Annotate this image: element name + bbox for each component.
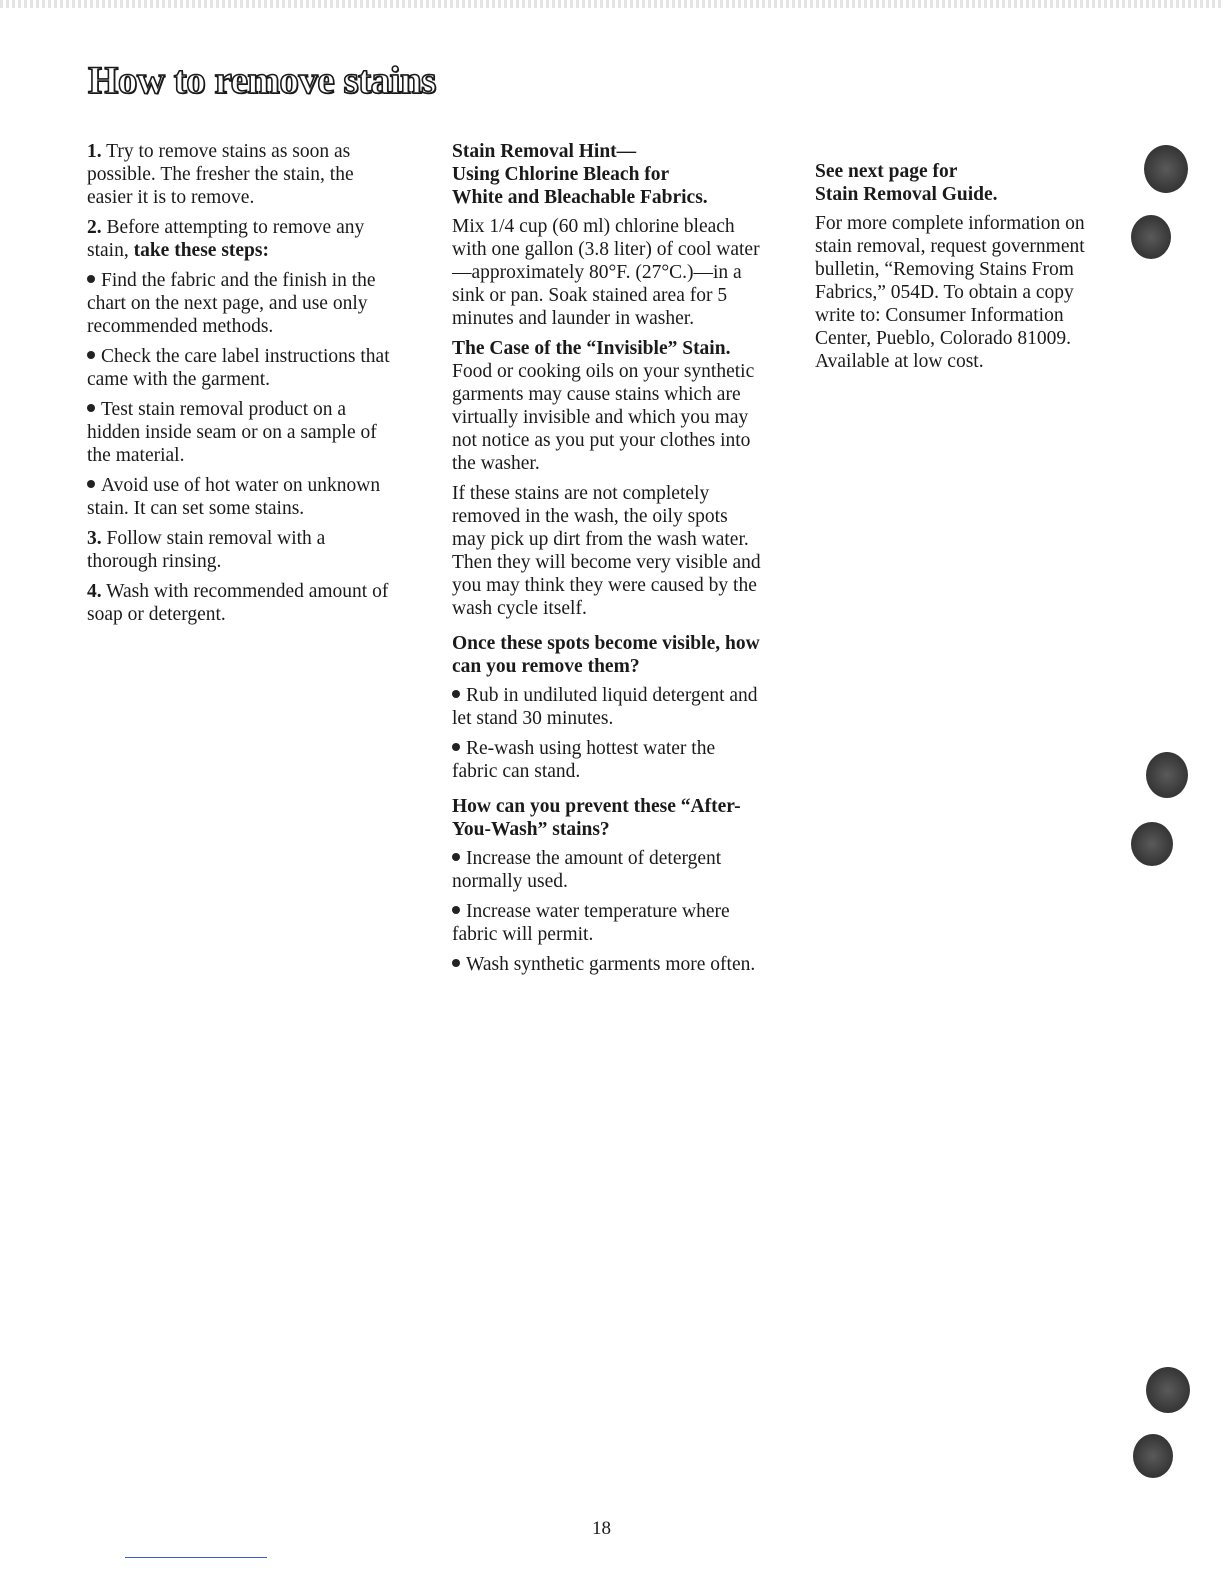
once-heading: Once these spots become visible, how can you remove them? [452,633,760,677]
bullet-icon [452,959,460,967]
binder-hole-icon [1146,752,1188,798]
hint-text: Mix 1/4 cup (60 ml) chlorine bleach with one gallon (3.8 liter) of cool water—approximately 80°F. (27°C.)—in a sink or pan. Soak stained area for 5 minutes and launder in washer. [452,216,760,329]
bullet-icon [87,275,95,283]
bullet-icon [87,404,95,412]
binder-hole-icon [1131,822,1173,866]
list-item: Wash synthetic garments more often. [452,953,762,976]
column-middle [452,140,762,983]
bullet-icon [87,351,95,359]
case-text-2: If these stains are not completely removed in the wash, the oily spots may pick up dirt from the wash water. Then they will become very visible and you may think they were caused by the wash cycle itself. [452,483,761,619]
footer-rule [125,1557,267,1558]
page-title: How to remove stains [88,59,436,102]
list-item: Rub in undiluted liquid detergent and let stand 30 minutes. [452,685,758,729]
column-right [815,160,1115,380]
binder-hole-icon [1131,215,1171,259]
list-item: Check the care label instructions that came with the garment. [87,346,390,390]
step-1: 1. Try to remove stains as soon as possible. The fresher the stain, the easier it is to remove. [87,141,354,208]
bullet-icon [452,853,460,861]
column-left [87,140,397,633]
bullet-icon [87,480,95,488]
guide-text: For more complete information on stain removal, request government bulletin, “Removing Stains From Fabrics,” 054D. To obtain a copy write to: Consumer Information Center, Pueblo, Colorado 81009. Available at low cost. [815,213,1085,372]
list-item: Re-wash using hottest water the fabric can stand. [452,738,716,782]
step-2: 2. Before attempting to remove any stain, take these steps: [87,217,365,261]
prevent-heading: How can you prevent these “After-You-Wash” stains? [452,796,741,840]
case-heading: The Case of the “Invisible” Stain. [452,338,731,359]
case-text: Food or cooking oils on your synthetic garments may cause stains which are virtually invisible and which you may not notice as you put your clothes into the washer. [452,361,755,474]
step-3: 3. Follow stain removal with a thorough rinsing. [87,528,326,572]
step-4: 4. Wash with recommended amount of soap or detergent. [87,581,389,625]
bullet-icon [452,906,460,914]
bullet-icon [452,690,460,698]
page-number: 18 [592,1518,611,1539]
binder-hole-icon [1146,1367,1190,1413]
list-item: Test stain removal product on a hidden inside seam or on a sample of the material. [87,399,377,466]
binder-hole-icon [1144,145,1188,193]
list-item: Avoid use of hot water on unknown stain. It can set some stains. [87,475,381,519]
list-item: Increase the amount of detergent normally used. [452,848,722,892]
guide-heading: See next page for Stain Removal Guide. [815,161,998,205]
scan-top-edge [0,0,1224,8]
list-item: Find the fabric and the finish in the chart on the next page, and use only recommended methods. [87,270,376,337]
bullet-icon [452,743,460,751]
hint-heading: Stain Removal Hint— Using Chlorine Bleach for White and Bleachable Fabrics. [452,141,708,208]
binder-hole-icon [1133,1434,1173,1478]
list-item: Increase water temperature where fabric will permit. [452,901,730,945]
